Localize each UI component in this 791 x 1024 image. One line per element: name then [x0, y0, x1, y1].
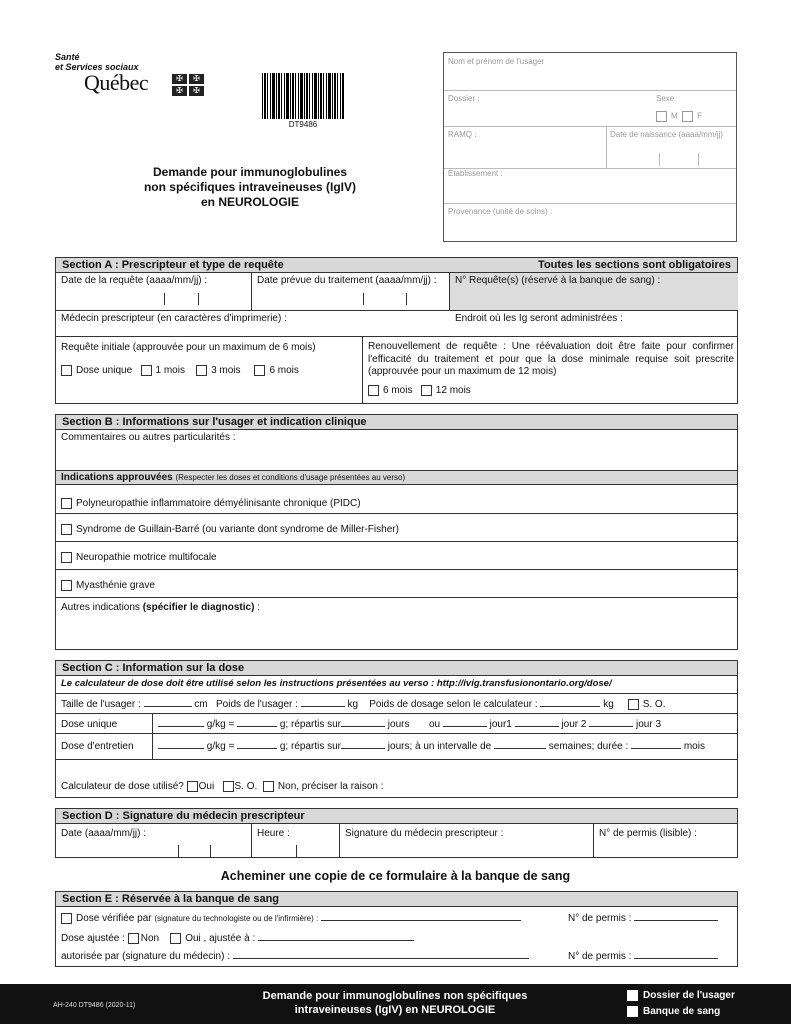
- footer: [0, 984, 791, 1024]
- autorisee-row: [56, 949, 534, 964]
- indications-header: [56, 471, 737, 485]
- permis2-field[interactable]: [634, 958, 718, 959]
- dose-unique-row: [153, 717, 666, 732]
- ajustee-field[interactable]: [258, 940, 414, 941]
- quebec-flag-icon: ✠ ✠ ✠ ✠: [172, 74, 204, 96]
- indications-label: Indications approuvées: [61, 472, 173, 483]
- repartis-label: g; répartis sur: [279, 719, 342, 730]
- poids-field[interactable]: [301, 706, 345, 707]
- sexe-m-checkbox[interactable]: [656, 111, 667, 122]
- logo-quebec: Québec: [84, 70, 149, 95]
- ramq-label: RAMQ :: [448, 130, 477, 139]
- six-mois-checkbox[interactable]: [254, 365, 265, 376]
- permis1-field[interactable]: [634, 920, 718, 921]
- verifiee-note: (signature du technologiste ou de l'infirmière) :: [154, 914, 319, 924]
- permis1-label: N° de permis :: [568, 913, 632, 924]
- dob-label: Date de naissance (aaaa/mm/jj): [610, 130, 723, 139]
- so-checkbox[interactable]: [628, 699, 639, 710]
- guillain-barre-checkbox[interactable]: [61, 524, 72, 535]
- poids-dosage-field[interactable]: [540, 706, 600, 707]
- mandatory-note: Toutes les sections sont obligatoires: [538, 259, 731, 271]
- semaines-label: semaines; durée :: [548, 741, 629, 752]
- sexe-f-checkbox[interactable]: [682, 111, 693, 122]
- calc-oui-checkbox[interactable]: [187, 781, 198, 792]
- dose-entretien-label: Dose d'entretien: [61, 741, 134, 752]
- intervalle-field[interactable]: [494, 748, 546, 749]
- logo-ministry-text: [55, 52, 139, 72]
- calculateur-row: [56, 779, 389, 794]
- dose-unique-checkbox[interactable]: [61, 365, 72, 376]
- six-mois-label: 6 mois: [269, 365, 299, 377]
- section-d: [55, 808, 738, 858]
- autres-bold: (spécifier le diagnostic): [142, 602, 255, 613]
- section-b: [55, 414, 738, 650]
- section-d-header: Section D : Signature du médecin prescripteur: [56, 809, 737, 824]
- autres-indications-label: [56, 600, 265, 615]
- section-a: [55, 257, 738, 404]
- dose-verifiee-label: Dose vérifiée par: [76, 913, 152, 925]
- footer-option-banque: [627, 1006, 720, 1017]
- endroit-label: Endroit où les Ig seront administrées :: [455, 313, 623, 324]
- sexe-options: [656, 111, 702, 122]
- verifiee-signature-field[interactable]: [321, 920, 521, 921]
- guillain-barre-label: Syndrome de Guillain-Barré (ou variante dont syndrome de Miller-Fisher): [76, 524, 399, 536]
- gkg-label: g/kg =: [206, 719, 235, 730]
- provenance-label: Provenance (unité de soins) :: [448, 207, 553, 216]
- dossier-label: Dossier :: [448, 94, 480, 103]
- ou-label: ou: [428, 719, 441, 730]
- jour1-label: jour1: [489, 719, 512, 730]
- commentaires-label: Commentaires ou autres particularités :: [61, 432, 236, 443]
- title-line-1: Demande pour immunoglobulines: [152, 165, 347, 179]
- etablissement-label: Établissement :: [448, 169, 503, 178]
- no-requete-field[interactable]: [450, 273, 738, 310]
- no-requete-label: N° Requête(s) (réservé à la banque de sang) :: [455, 275, 661, 286]
- gkg2-label: g/kg =: [206, 741, 235, 752]
- dose-unique-label-c: Dose unique: [61, 719, 118, 730]
- indication-item-guillain-barre: [56, 522, 404, 537]
- jour3-field[interactable]: [589, 726, 633, 727]
- ajustee-non-checkbox[interactable]: [128, 933, 139, 944]
- dose-unique-gkg-field[interactable]: [158, 726, 204, 727]
- so-label: S. O.: [642, 699, 666, 711]
- jour2-field[interactable]: [515, 726, 559, 727]
- pidc-label: Polyneuropathie inflammatoire démyélinisante chronique (PIDC): [76, 498, 361, 510]
- section-a-header: [56, 258, 737, 273]
- autorisee-label: autorisée par (signature du médecin) :: [61, 951, 230, 962]
- acheminer-note: Acheminer une copie de ce formulaire à la banque de sang: [220, 869, 571, 883]
- jour2-label: jour 2: [561, 719, 587, 730]
- date-requete-label: Date de la requête (aaaa/mm/jj) :: [61, 275, 208, 286]
- indication-item-myasthenie: [56, 578, 160, 593]
- taille-label: Taille de l'usager :: [61, 699, 141, 711]
- sexe-m-label: M: [671, 111, 678, 121]
- indications-note: (Respecter les doses et conditions d'usage présentées au verso): [175, 473, 406, 482]
- date-traitement-label: Date prévue du traitement (aaaa/mm/jj) :: [257, 275, 437, 286]
- sexe-label: Sexe: [656, 94, 675, 103]
- sexe-f-label: F: [697, 111, 703, 121]
- nmm-label: Neuropathie motrice multifocale: [76, 552, 217, 564]
- section-c-header: Section C : Information sur la dose: [56, 661, 737, 676]
- dose-entretien-row: [153, 739, 710, 754]
- dossier-usager-label: Dossier de l'usager: [643, 990, 735, 1002]
- dose-verifiee-row: [56, 911, 526, 926]
- renouv-douze-mois-label: 12 mois: [435, 385, 471, 397]
- myasthenie-label: Myasthénie grave: [76, 580, 155, 592]
- title-line-3: en NEUROLOGIE: [200, 195, 299, 209]
- footer-option-dossier: [627, 990, 735, 1001]
- cm-unit: cm: [194, 699, 208, 711]
- jour3-label: jour 3: [636, 719, 662, 730]
- calculator-note: Le calculateur de dose doit être utilisé selon les instructions présentées au verso : http://ivig.transfusionontario.org/dose/: [61, 678, 612, 689]
- permis2-label: N° de permis :: [568, 951, 632, 962]
- permis2-row: [563, 949, 723, 964]
- section-e: [55, 891, 738, 967]
- nmm-checkbox[interactable]: [61, 552, 72, 563]
- patient-name-label: Nom et prénom de l'usager: [448, 57, 545, 66]
- dose-unique-label: Dose unique: [76, 365, 133, 377]
- calculateur-label: Calculateur de dose utilisé?: [61, 781, 184, 793]
- myasthenie-checkbox[interactable]: [61, 580, 72, 591]
- ajustee-oui-checkbox[interactable]: [170, 933, 181, 944]
- section-c: [55, 660, 738, 798]
- entretien-g-field[interactable]: [237, 748, 277, 749]
- autorisee-signature-field[interactable]: [233, 958, 529, 959]
- form-code: AH-240 DT9486 (2020-11): [53, 1002, 136, 1009]
- barcode-number: DT9486: [288, 120, 318, 129]
- permis-d-label: N° de permis (lisible) :: [599, 828, 697, 839]
- renouv-douze-mois-checkbox[interactable]: [421, 385, 432, 396]
- poids-dosage-label: Poids de dosage selon le calculateur :: [369, 699, 538, 711]
- medecin-label: Médecin prescripteur (en caractères d'imprimerie) :: [61, 313, 287, 324]
- dose-unique-jours-field[interactable]: [341, 726, 385, 727]
- patient-id-box: [443, 52, 737, 242]
- section-e-header: Section E : Réservée à la banque de sang: [56, 892, 737, 907]
- calc-non-label: Non, préciser la raison :: [277, 781, 384, 793]
- un-mois-label: 1 mois: [155, 365, 185, 377]
- jours-intervalle-label: jours; à un intervalle de: [387, 741, 492, 752]
- calc-non-checkbox[interactable]: [263, 781, 274, 792]
- dose-ajustee-label: Dose ajustée :: [61, 933, 125, 945]
- trois-mois-label: 3 mois: [211, 365, 241, 377]
- kg-unit: kg: [347, 699, 359, 711]
- calc-so-label: S. O.: [234, 781, 258, 793]
- date-d-label: Date (aaaa/mm/jj) :: [61, 828, 147, 839]
- renouvellement-text: Renouvellement de requête : Une réévaluation doit être faite pour confirmer l'efficacité du traitement et pour que la dose minimale requise soit prescrite (approuvée pour un maximum de 12 mois): [368, 341, 734, 377]
- section-a-title: Section A : Prescripteur et type de requête: [62, 259, 284, 271]
- calc-so-checkbox[interactable]: [223, 781, 234, 792]
- entretien-gkg-field[interactable]: [158, 748, 204, 749]
- jour1-field[interactable]: [443, 726, 487, 727]
- dose-ajustee-row: [56, 931, 419, 946]
- kg2-unit: kg: [603, 699, 614, 711]
- renouvellement-options: [363, 383, 476, 398]
- permis1-row: [563, 911, 723, 926]
- footer-title-line-1: Demande pour immunoglobulines non spécifiques: [262, 990, 528, 1002]
- title-line-2: non spécifiques intraveineuses (IgIV): [143, 180, 357, 194]
- autres-colon: :: [257, 602, 260, 613]
- ajustee-oui-label: Oui , ajustée à :: [185, 933, 256, 945]
- banque-sang-checkbox[interactable]: [627, 1006, 638, 1017]
- indication-item-pidc: [56, 496, 366, 511]
- calc-oui-label: Oui: [198, 781, 215, 793]
- logo-line-1: Santé: [55, 52, 80, 62]
- footer-title-line-2: intraveineuses (IgIV) en NEUROLOGIE: [294, 1004, 496, 1016]
- footer-title: [250, 989, 540, 1017]
- signature-label: Signature du médecin prescripteur :: [345, 828, 504, 839]
- dose-unique-g-field[interactable]: [237, 726, 277, 727]
- entretien-jours-field[interactable]: [341, 748, 385, 749]
- form-title: [100, 165, 400, 210]
- logo-line-2: et Services sociaux: [55, 62, 139, 72]
- requete-initiale-label: Requête initiale (approuvée pour un maximum de 6 mois): [61, 342, 316, 353]
- ajustee-non-label: Non: [140, 933, 160, 945]
- taille-field[interactable]: [144, 706, 192, 707]
- trois-mois-checkbox[interactable]: [196, 365, 207, 376]
- dose-verifiee-checkbox[interactable]: [61, 913, 72, 924]
- un-mois-checkbox[interactable]: [141, 365, 152, 376]
- pidc-checkbox[interactable]: [61, 498, 72, 509]
- poids-label: Poids de l'usager :: [215, 699, 298, 711]
- initiale-options: [56, 363, 304, 378]
- duree-field[interactable]: [631, 748, 681, 749]
- taille-poids-row: [56, 697, 670, 712]
- repartis2-label: g; répartis sur: [279, 741, 342, 752]
- jours-label: jours: [387, 719, 410, 730]
- barcode-icon: [262, 73, 344, 119]
- banque-sang-label: Banque de sang: [643, 1006, 721, 1018]
- dossier-usager-checkbox[interactable]: [627, 990, 638, 1001]
- renouv-six-mois-label: 6 mois: [383, 385, 413, 397]
- indication-item-nmm: [56, 550, 222, 565]
- renouv-six-mois-checkbox[interactable]: [368, 385, 379, 396]
- mois-label: mois: [683, 741, 705, 752]
- heure-label: Heure :: [257, 828, 290, 839]
- autres-label: Autres indications: [61, 602, 140, 613]
- section-b-header: Section B : Informations sur l'usager et indication clinique: [56, 415, 737, 430]
